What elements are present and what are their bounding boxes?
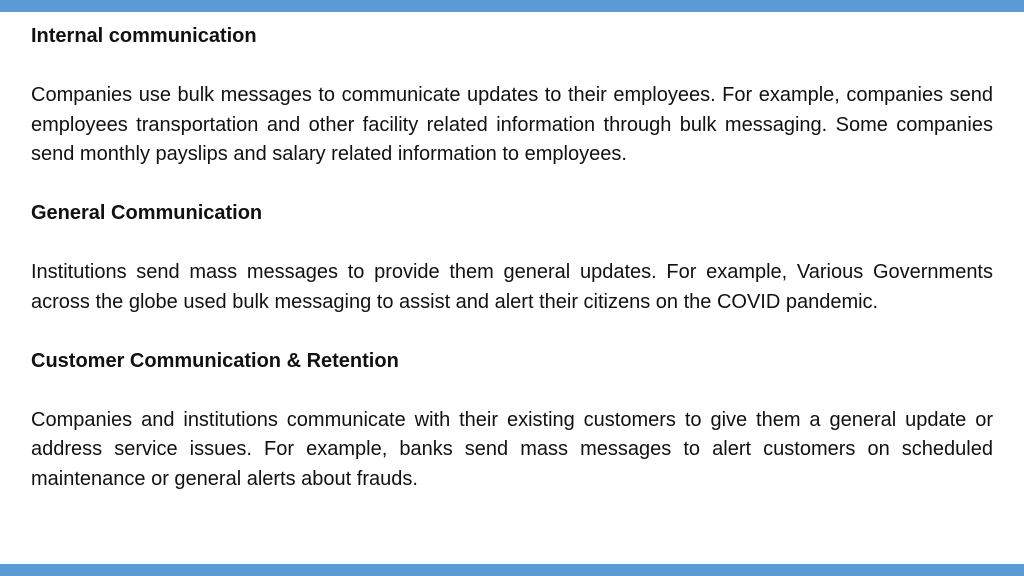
- section-heading: Customer Communication & Retention: [31, 349, 399, 372]
- section-internal-communication: [31, 22, 993, 170]
- section-customer-communication: [31, 347, 993, 495]
- section-body: Companies and institutions communicate with their existing customers to give them a general update or address service issues. For example, banks send mass messages to alert customers on scheduled maintenance or general alerts about frauds.: [31, 408, 993, 490]
- bottom-accent-bar: [0, 564, 1024, 576]
- slide-content: [31, 22, 993, 524]
- section-general-communication: [31, 199, 993, 317]
- section-body: Companies use bulk messages to communicate updates to their employees. For example, companies send employees transportation and other facility related information through bulk messaging. Some companies send monthly payslips and salary related information to employees.: [31, 84, 993, 165]
- section-heading: General Communication: [31, 202, 263, 224]
- top-accent-bar: [0, 0, 1024, 12]
- section-heading: Internal communication: [31, 25, 257, 47]
- section-body: Institutions send mass messages to provide them general updates. For example, Various Governments across the globe used bulk messaging to assist and alert their citizens on the COVID pandemic.: [31, 261, 993, 313]
